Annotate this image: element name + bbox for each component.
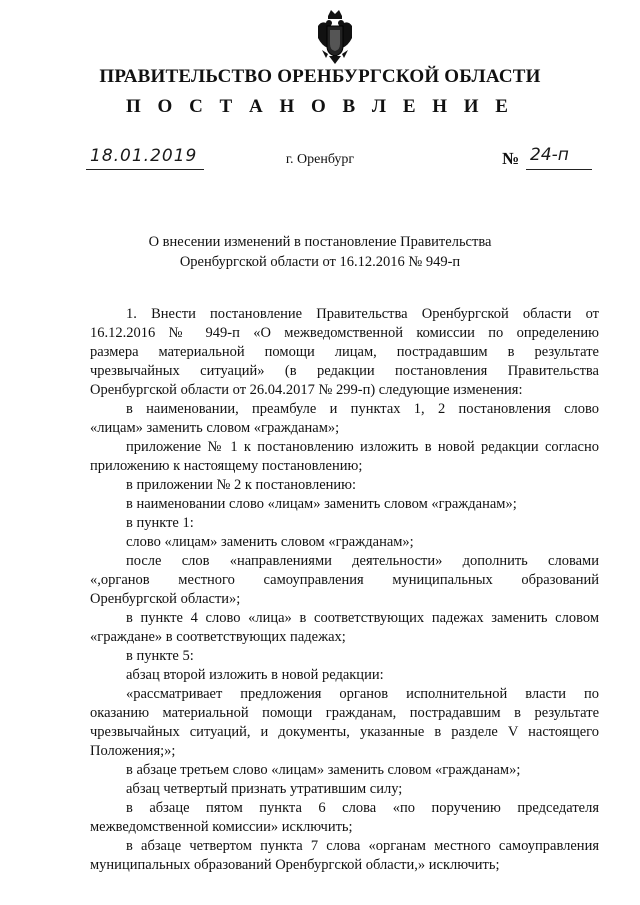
- body-paragraph: [90, 761, 599, 780]
- body-line: Положения;»;: [90, 743, 176, 759]
- date-underline: [86, 169, 204, 170]
- body-line: приложение № 1 к постановлению изложить в новой редакции согласно: [126, 439, 599, 455]
- subject-line: Оренбургской области от 16.12.2016 № 949-п: [179, 254, 461, 270]
- body-line: оказанию материальной помощи гражданам, пострадавшим в результате: [90, 705, 599, 721]
- body-line: межведомственной комиссии» исключить;: [90, 819, 353, 835]
- city-label: г. Оренбург: [285, 152, 355, 167]
- body-paragraph: [90, 305, 599, 400]
- body-paragraph: [90, 400, 599, 438]
- body-line: «лицам» заменить словом «гражданам»;: [90, 420, 340, 436]
- body-paragraph: [90, 837, 599, 875]
- body-line: в приложении № 2 к постановлению:: [126, 477, 357, 493]
- number-underline: [526, 169, 592, 170]
- body-paragraph: [90, 438, 599, 476]
- body-line: в наименовании слово «лицам» заменить словом «гражданам»;: [126, 496, 517, 512]
- orenburg-coat-of-arms-icon: [316, 8, 354, 66]
- body-paragraph: [90, 495, 599, 514]
- body-line: «граждане» в соответствующих падежах;: [90, 629, 346, 645]
- body-line: абзац четвертый признать утратившим силу;: [126, 781, 403, 797]
- body-line: 1. Внести постановление Правительства Оренбургской области от: [126, 306, 599, 322]
- body-line: в наименовании, преамбуле и пунктах 1, 2 постановления слово: [126, 401, 599, 417]
- body-paragraph: [90, 666, 599, 685]
- body-line: после слов «направлениями деятельности» дополнить словами: [126, 553, 599, 569]
- body-line: чрезвычайных ситуаций» (в редакции постановления Правительства: [90, 363, 599, 379]
- body-paragraph: [90, 476, 599, 495]
- body-paragraph: [90, 647, 599, 666]
- body-line: 16.12.2016 № 949-п «О межведомственной комиссии по определению: [90, 325, 599, 341]
- government-title: ПРАВИТЕЛЬСТВО ОРЕНБУРГСКОЙ ОБЛАСТИ: [99, 66, 541, 87]
- body-paragraph: [90, 780, 599, 799]
- body-line: в абзаце четвертом пункта 7 слова «органам местного самоуправления: [126, 838, 599, 854]
- body-paragraph: [90, 533, 599, 552]
- body-paragraph: [90, 609, 599, 647]
- body-line: «рассматривает предложения органов исполнительной власти по: [126, 686, 599, 702]
- body-line: в пункте 4 слово «лица» в соответствующих падежах заменить словом: [126, 610, 599, 626]
- body-line: Оренбургской области»;: [90, 591, 241, 607]
- body-paragraph: [90, 514, 599, 533]
- body-line: в пункте 5:: [126, 648, 194, 664]
- body-line: в абзаце третьем слово «лицам» заменить словом «гражданам»;: [126, 762, 521, 778]
- number-sign: №: [502, 149, 520, 168]
- document-subject: [100, 232, 540, 272]
- body-line: в пункте 1:: [126, 515, 194, 531]
- body-line: в абзаце пятом пункта 6 слова «по поручению председателя: [126, 800, 599, 816]
- body-line: чрезвычайных ситуаций, и документы, указанные в разделе V настоящего: [90, 724, 599, 740]
- body-line: размера материальной помощи лицам, пострадавшим в результате: [90, 344, 599, 360]
- body-line: «,органов местного самоуправления муниципальных образований: [90, 572, 599, 588]
- body-paragraph: [90, 685, 599, 761]
- document-number-field: [502, 145, 592, 170]
- body-line: приложению к настоящему постановлению;: [90, 458, 363, 474]
- body-paragraph: [90, 552, 599, 609]
- body-line: слово «лицам» заменить словом «гражданам»;: [126, 534, 414, 550]
- number-value: 24-п: [530, 145, 569, 165]
- body-line: муниципальных образований Оренбургской области,» исключить;: [90, 857, 500, 873]
- body-line: абзац второй изложить в новой редакции:: [126, 667, 384, 683]
- body-paragraph: [90, 799, 599, 837]
- document-body: [90, 305, 599, 875]
- date-value: 18.01.2019: [90, 146, 198, 166]
- subject-line: О внесении изменений в постановление Правительства: [148, 234, 492, 250]
- document-type-title: П О С Т А Н О В Л Е Н И Е: [126, 96, 514, 117]
- body-line: Оренбургской области от 26.04.2017 № 299-п) следующие изменения:: [90, 382, 523, 398]
